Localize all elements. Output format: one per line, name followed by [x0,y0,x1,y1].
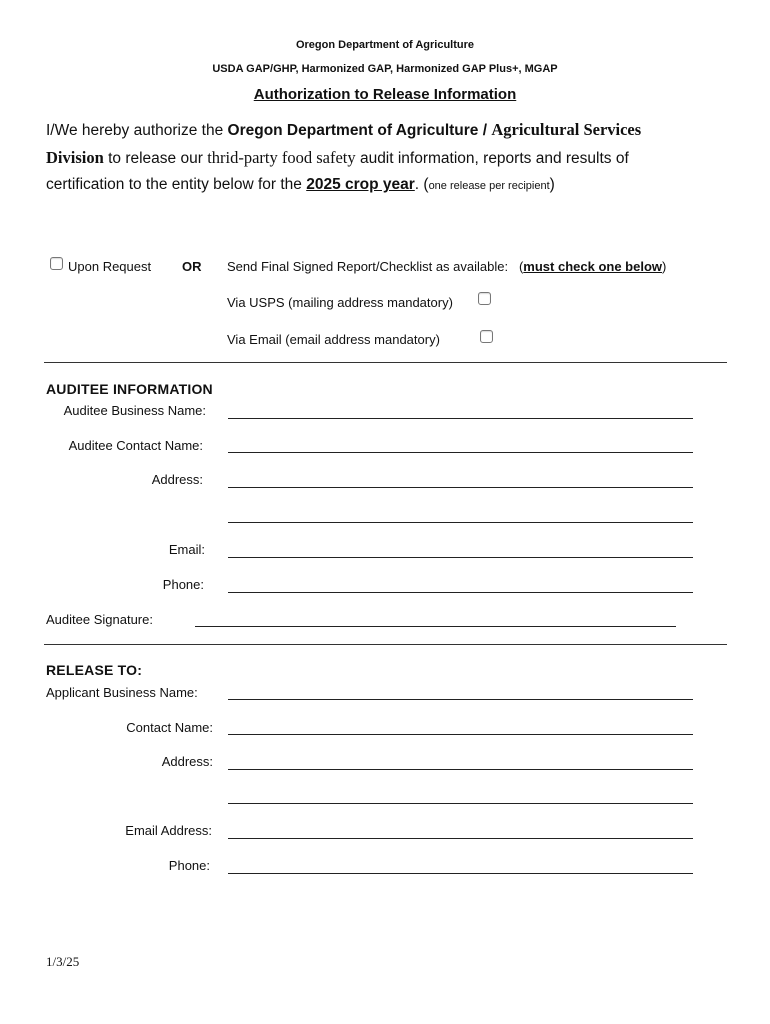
release-heading: RELEASE TO: [46,662,143,678]
must-check-note: must check one below [523,259,662,274]
release-email-label: Email Address: [125,823,212,838]
program-list: USDA GAP/GHP, Harmonized GAP, Harmonized GAP Plus+, MGAP [212,63,558,75]
release-phone-label: Phone: [168,858,210,873]
release-contact-name-field[interactable] [228,734,693,735]
auditee-contact-name-label: Auditee Contact Name: [68,438,203,453]
auditee-signature-label: Auditee Signature: [46,612,153,627]
applicant-business-name-field[interactable] [228,699,693,700]
applicant-business-name-label: Applicant Business Name: [46,685,198,700]
intro-text-1: I/We hereby authorize the [46,122,228,139]
authorization-statement [46,117,686,200]
via-usps-label: Via USPS (mailing address mandatory) [227,295,453,310]
org-name: Oregon Department of Agriculture / [227,122,492,139]
intro-text-5: ) [549,176,555,193]
intro-text-2: to release our [103,149,208,167]
release-note: one release per recipient [428,180,550,192]
via-email-checkbox[interactable] [480,330,493,343]
or-label: OR [182,259,202,274]
crop-year: 2025 crop year [306,176,415,193]
section-divider [44,362,727,363]
release-address-field-1[interactable] [228,769,693,770]
auditee-address-label: Address: [151,472,203,487]
release-email-field[interactable] [228,838,693,839]
upon-request-checkbox[interactable] [50,257,63,270]
auditee-business-name-field[interactable] [228,418,693,419]
auditee-address-field-1[interactable] [228,487,693,488]
form-title: Authorization to Release Information [253,86,517,103]
auditee-business-name-label: Auditee Business Name: [63,403,206,418]
auditee-phone-label: Phone: [162,577,204,592]
via-usps-checkbox[interactable] [478,292,491,305]
send-final-label [227,259,666,274]
must-check-close: ) [662,259,667,274]
org-division: Agricultural Services Division [46,120,642,167]
release-phone-field[interactable] [228,873,693,874]
section-divider-2 [44,644,727,645]
auditee-signature-field[interactable] [195,626,676,627]
auditee-heading: AUDITEE INFORMATION [46,381,213,397]
auditee-email-field[interactable] [228,557,693,558]
release-contact-name-label: Contact Name: [126,720,213,735]
release-address-field-2[interactable] [228,803,693,804]
must-check-open: ( [518,259,524,274]
intro-text-4: . ( [414,176,429,193]
auditee-phone-field[interactable] [228,592,693,593]
release-address-label: Address: [161,754,213,769]
via-email-label: Via Email (email address mandatory) [227,332,440,347]
send-final-text: Send Final Signed Report/Checklist as available: [227,259,509,274]
agency-name: Oregon Department of Agriculture [295,39,475,51]
auditee-address-field-2[interactable] [228,522,693,523]
intro-text-3: audit information, reports and results of certification to the entity below for the [46,149,629,193]
upon-request-label: Upon Request [68,259,152,274]
revision-date: 1/3/25 [46,954,80,969]
auditee-contact-name-field[interactable] [228,452,693,453]
intro-serif-phrase: thrid-party food safety [207,147,356,167]
auditee-email-label: Email: [168,542,205,557]
